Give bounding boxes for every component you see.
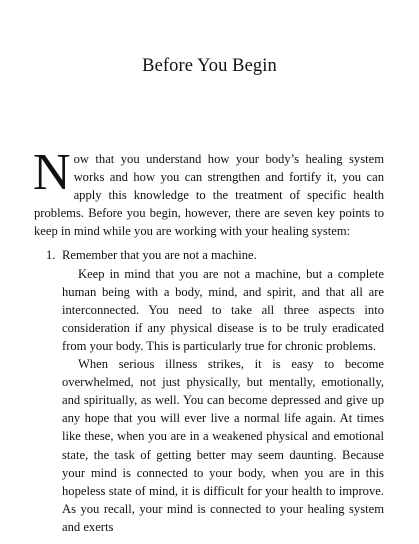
intro-paragraph xyxy=(33,144,384,240)
point-heading xyxy=(46,246,384,264)
chapter-title: Before You Begin xyxy=(142,56,277,76)
drop-cap: N xyxy=(33,144,71,201)
point-number: 1. xyxy=(46,248,56,263)
point-paragraph: When serious illness strikes, it is easy to become overwhelmed, not just physically, but mentally, emotionally, and spiritually, as well. You can become depressed and give up any hope that you will ever live a normal life again. At times like these, when you are in a weakened physical and emotional state, the task of getting better may seem daunting. Because your mind is connected to your body, when you are in this hopeless state of mind, it is difficult for your health to improve. As you recall, your mind is connected to your healing system and exerts xyxy=(62,357,384,534)
point-heading-text: Remember that you are not a machine. xyxy=(62,248,257,263)
chapter-body xyxy=(33,144,384,536)
point-paragraph: Keep in mind that you are not a machine, but a complete human being with a body, mind, and spirit, and that all are interconnected. You need to take all three aspects into consideration if any physical disease is to be truly eradicated from your body. This is particularly true for chronic problems. xyxy=(62,266,384,353)
intro-text: ow that you understand how your body’s healing system works and how you can strengthen and fortify it, you can apply this knowledge to the treatment of specific health problems. Before you begin, however, there are seven key points to keep in mind while you are working with your healing system: xyxy=(34,152,384,239)
